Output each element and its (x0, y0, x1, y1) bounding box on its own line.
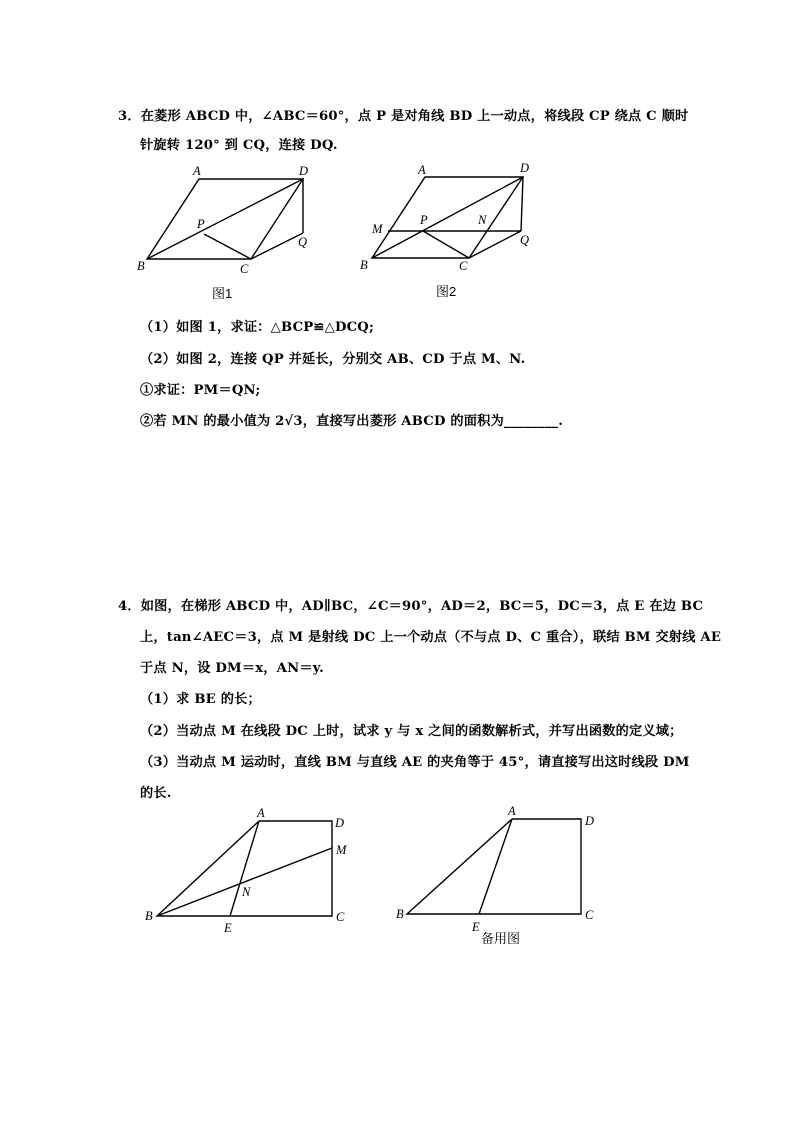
p4-question-3-line1: （3）当动点 M 运动时，直线 BM 与直线 AE 的夹角等于 45°，请直接写出这时线段 DM (140, 755, 690, 770)
label-b: B (360, 258, 368, 272)
p4-fig2-caption: 备用图 (481, 931, 521, 946)
p3-question-2b: ②若 MN 的最小值为 2√3，直接写出菱形 ABCD 的面积为________. (140, 414, 564, 429)
label-a: A (418, 163, 426, 177)
p4-question-1: （1）求 BE 的长； (140, 692, 261, 707)
p3-fig1-caption: 图1 (212, 286, 233, 301)
p4-question-3-line2: 的长. (140, 786, 172, 801)
label-c: C (459, 259, 468, 273)
label-d: D (299, 164, 309, 178)
label-q: Q (298, 235, 308, 249)
p3-question-1: （1）如图 1，求证：△BCP≌△DCQ; (140, 320, 375, 335)
label-a: A (257, 806, 265, 820)
label-d: D (520, 161, 530, 175)
label-c: C (240, 262, 249, 276)
label-e: E (472, 920, 480, 934)
p3-stem-line2: 针旋转 120° 到 CQ，连接 DQ. (140, 138, 338, 153)
label-q: Q (520, 233, 530, 247)
p3-stem-line1: 3．在菱形 ABCD 中，∠ABC＝60°，点 P 是对角线 BD 上一动点，将线段 CP 绕点 C 顺时 (118, 109, 689, 124)
trapezoid-abcd (407, 819, 581, 914)
label-b: B (137, 259, 145, 273)
p4-stem-line2: 上，tan∠AEC＝3，点 M 是射线 DC 上一个动点（不与点 D、C 重合），联结 BM 交射线 AE (140, 630, 722, 645)
label-d: D (585, 814, 595, 828)
label-m: M (336, 843, 347, 857)
label-p: P (420, 213, 428, 227)
p3-question-2: （2）如图 2，连接 QP 并延长，分别交 AB、CD 于点 M、N. (140, 352, 526, 367)
p3-question-2a: ①求证：PM＝QN; (140, 383, 261, 398)
label-a: A (193, 164, 201, 178)
label-p: P (197, 217, 205, 231)
p3-fig2-caption: 图2 (436, 284, 457, 299)
label-c: C (336, 910, 345, 924)
label-c: C (585, 908, 594, 922)
label-b: B (396, 907, 404, 921)
label-d: D (335, 816, 345, 830)
label-a: A (508, 804, 516, 818)
p4-stem-line3: 于点 N，设 DM＝x，AN＝y. (140, 661, 324, 676)
p4-question-2: （2）当动点 M 在线段 DC 上时，试求 y 与 x 之间的函数解析式，并写出函数的定义域； (140, 724, 683, 739)
p4-stem-line1: 4．如图，在梯形 ABCD 中，AD∥BC，∠C＝90°，AD＝2，BC＝5，DC＝3，点 E 在边 BC (118, 599, 704, 614)
label-e: E (224, 921, 232, 935)
label-n: N (242, 885, 251, 899)
label-n: N (478, 213, 487, 227)
label-m: M (372, 222, 383, 236)
label-b: B (145, 909, 153, 923)
